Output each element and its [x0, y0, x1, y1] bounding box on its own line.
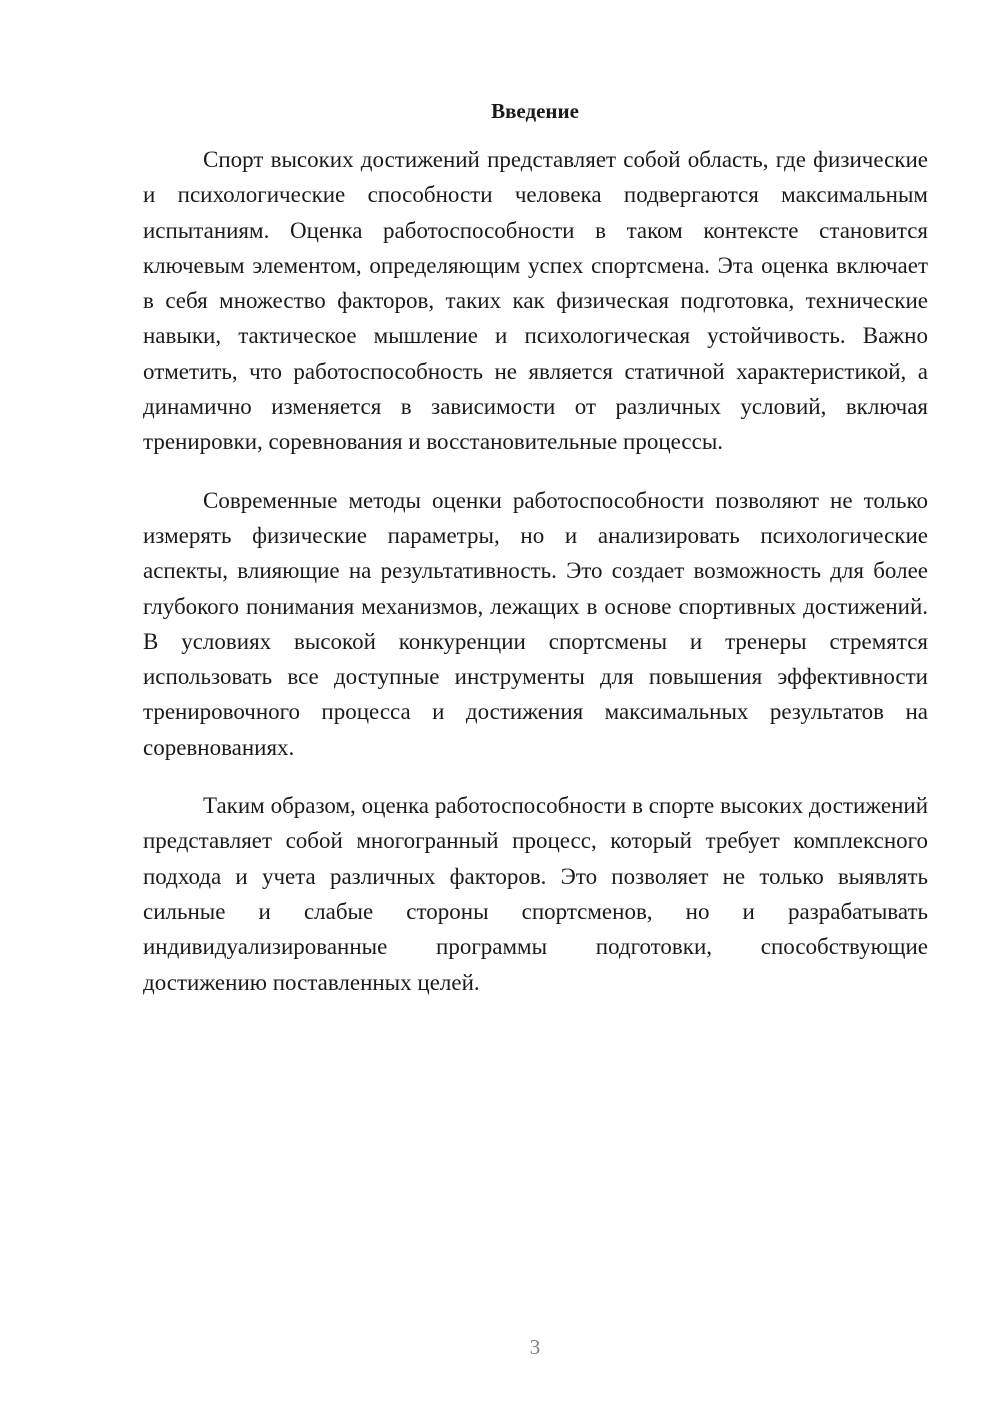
paragraph-3: Таким образом, оценка работоспособности в спорте высоких достижений представляет собой многогранный процесс, который требует комплексного подхода и учета различных факторов. Это позволяет не только выявлять сильные и слабые стороны спортсменов, но и разрабатывать индивидуализированные программы подготовки, способствующие достижению поставленных целей. — [143, 793, 928, 995]
paragraph-2: Современные методы оценки работоспособности позволяют не только измерять физические параметры, но и анализировать психологические аспекты, влияющие на результативность. Это создает возможность для более глубокого понимания механизмов, лежащих в основе спортивных достижений. В условиях высокой конкуренции спортсмены и тренеры стремятся использовать все доступные инструменты для повышения эффективности тренировочного процесса и достижения максимальных результатов на соревнованиях. — [143, 487, 928, 760]
paragraph-1: Спорт высоких достижений представляет собой область, где физические и психологические способности человека подвергаются максимальным испытаниям. Оценка работоспособности в таком контексте становится ключевым элементом, определяющим успех спортсмена. Эта оценка включает в себя множество факторов, таких как физическая подготовка, технические навыки, тактическое мышление и психологическая устойчивость. Важно отметить, что работоспособность не является статичной характеристикой, а динамично изменяется в зависимости от различных условий, включая тренировки, соревнования и восстановительные процессы. — [143, 147, 928, 455]
body-text — [143, 142, 928, 1000]
section-heading: Введение — [491, 99, 579, 123]
page-number: 3 — [529, 1335, 541, 1359]
